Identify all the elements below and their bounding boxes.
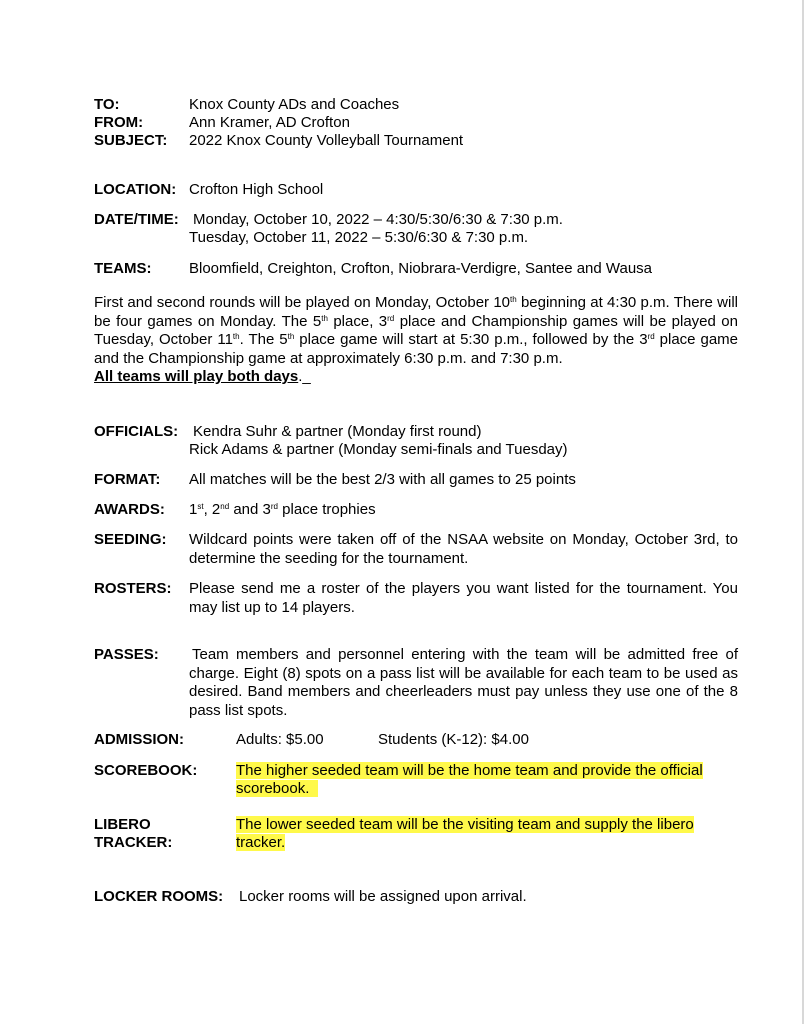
seeding-label: SEEDING: bbox=[94, 531, 167, 548]
both-days-emphasis: All teams will play both days bbox=[94, 368, 299, 385]
admission-label: ADMISSION: bbox=[94, 731, 184, 748]
locker-label: LOCKER ROOMS: bbox=[94, 888, 224, 905]
officials-line1: Kendra Suhr & partner (Monday first round) bbox=[193, 423, 482, 440]
passes-label: PASSES: bbox=[94, 646, 159, 663]
awards-value: 1st, 2nd and 3rd place trophies bbox=[189, 501, 376, 518]
schedule-paragraph bbox=[94, 294, 738, 387]
subject-value: 2022 Knox County Volleyball Tournament bbox=[189, 132, 464, 149]
tracker-label: TRACKER: bbox=[94, 834, 173, 851]
scorebook-value bbox=[236, 762, 703, 798]
officials-label: OFFICIALS: bbox=[94, 423, 179, 440]
subject-label: SUBJECT: bbox=[94, 132, 168, 149]
officials-line2: Rick Adams & partner (Monday semi-finals and Tuesday) bbox=[189, 441, 568, 458]
scorebook-label: SCOREBOOK: bbox=[94, 762, 198, 779]
ordinal: th bbox=[321, 313, 328, 323]
datetime-label: DATE/TIME: bbox=[94, 211, 179, 228]
from-value: Ann Kramer, AD Crofton bbox=[189, 114, 350, 131]
highlighted-text: The higher seeded team will be the home team and provide the official bbox=[236, 762, 703, 779]
from-label: FROM: bbox=[94, 114, 144, 131]
location-label: LOCATION: bbox=[94, 181, 177, 198]
awards-label: AWARDS: bbox=[94, 501, 165, 518]
locker-value: Locker rooms will be assigned upon arrival. bbox=[239, 888, 527, 905]
highlighted-text: scorebook. bbox=[236, 780, 318, 797]
schedule-text: place and Championship games will be played on Tuesday, October 11 bbox=[94, 312, 738, 348]
schedule-text: . The 5 bbox=[239, 331, 288, 348]
datetime-line2: Tuesday, October 11, 2022 – 5:30/6:30 & 7:30 p.m. bbox=[189, 229, 529, 246]
teams-value: Bloomfield, Creighton, Crofton, Niobrara-Verdigre, Santee and Wausa bbox=[189, 260, 653, 277]
passes-value: Team members and personnel entering with the team will be admitted free of charge. Eight (8) spots on a pass list will be available for each team to be used as desired. Band members and cheerleaders must pay unless they use one of the 8 pass list spots. bbox=[189, 646, 738, 719]
schedule-text: place game and the Championship game at approximately 6:30 p.m. and 7:30 p.m. bbox=[94, 331, 739, 367]
schedule-tail: ._ bbox=[298, 368, 311, 385]
datetime-line1: Monday, October 10, 2022 – 4:30/5:30/6:30 & 7:30 p.m. bbox=[193, 211, 563, 228]
ordinal: rd bbox=[647, 332, 655, 341]
rosters-label: ROSTERS: bbox=[94, 580, 172, 597]
highlighted-text: tracker. bbox=[236, 834, 286, 851]
schedule-text: place game will start at 5:30 p.m., followed by the 3 bbox=[294, 331, 648, 348]
format-value: All matches will be the best 2/3 with all games to 25 points bbox=[189, 471, 576, 488]
libero-value bbox=[236, 816, 694, 852]
ordinal: th bbox=[510, 295, 517, 304]
format-label: FORMAT: bbox=[94, 471, 161, 488]
to-value: Knox County ADs and Coaches bbox=[189, 96, 400, 113]
ordinal: rd bbox=[387, 313, 395, 323]
schedule-text: beginning at 4:30 p.m. There will be four games on Monday. The 5 bbox=[94, 294, 738, 330]
teams-label: TEAMS: bbox=[94, 260, 152, 277]
ordinal: th bbox=[287, 332, 295, 341]
seeding-value: Wildcard points were taken off of the NSAA website on Monday, October 3rd, to determine the seeding for the tournament. bbox=[189, 531, 738, 567]
admission-students: Students (K-12): $4.00 bbox=[378, 731, 529, 748]
location-value: Crofton High School bbox=[189, 181, 324, 198]
admission-adults: Adults: $5.00 bbox=[236, 731, 324, 748]
libero-label: LIBERO bbox=[94, 816, 151, 833]
highlighted-text: The lower seeded team will be the visiting team and supply the libero bbox=[236, 816, 694, 833]
to-label: TO: bbox=[94, 96, 120, 113]
schedule-text: place, 3 bbox=[327, 312, 388, 330]
rosters-value: Please send me a roster of the players you want listed for the tournament. You may list up to 14 players. bbox=[189, 580, 738, 616]
ordinal: th bbox=[232, 332, 240, 341]
schedule-text: First and second rounds will be played on Monday, October 10 bbox=[94, 294, 510, 311]
